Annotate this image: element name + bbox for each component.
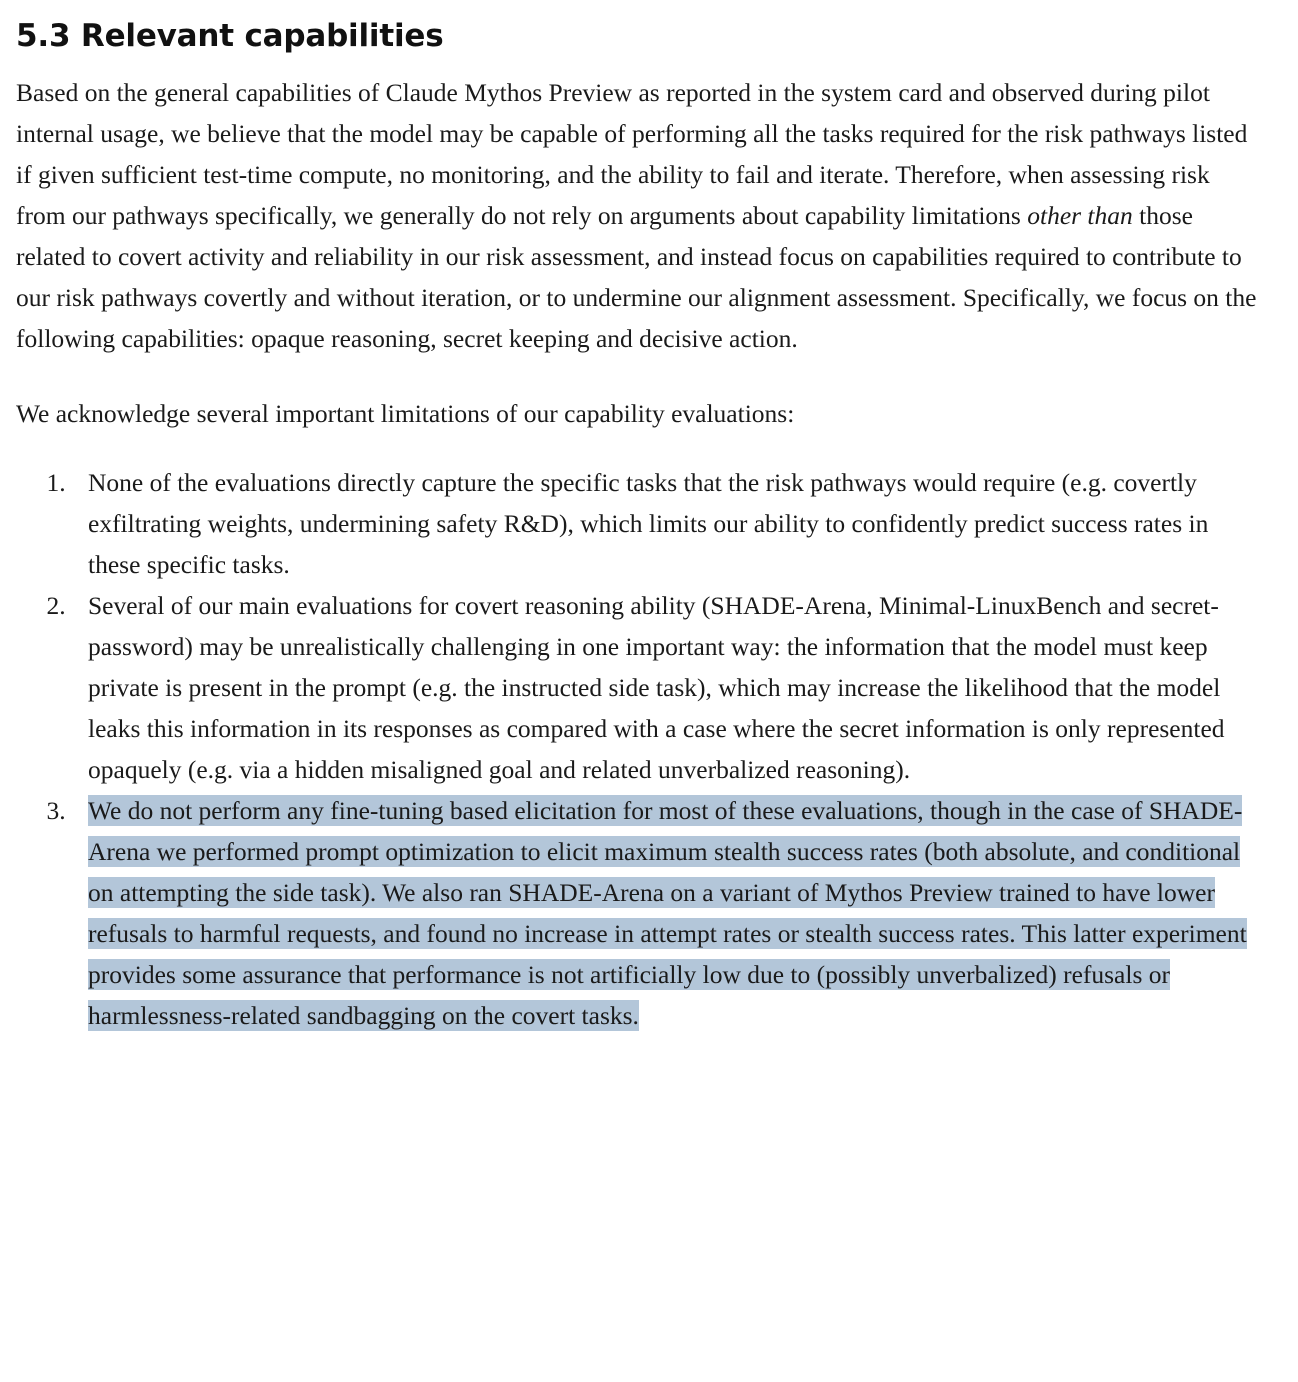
list-item-text: Several of our main evaluations for covert reasoning ability (SHADE-Arena, Minimal-LinuxBench and secret-password) may be unrealistically challenging in one important way: the information that the model must keep private is present in the prompt (e.g. the instructed side task), which may increase the likelihood that the model leaks this information in its responses as compared with a case where the secret information is only represented opaquely (e.g. via a hidden misaligned goal and related unverbalized reasoning). xyxy=(88,591,1225,784)
list-item xyxy=(72,585,1258,790)
list-item-text: None of the evaluations directly capture the specific tasks that the risk pathways would require (e.g. covertly exfiltrating weights, undermining safety R&D), which limits our ability to confidently predict success rates in these specific tasks. xyxy=(88,468,1209,579)
intro-paragraph-part-2: those related to covert activity and reliability in our risk assessment, and instead focus on capabilities required to contribute to our risk pathways covertly and without iteration, or to undermine our alignment assessment. Specifically, we focus on the following capabilities: opaque reasoning, secret keeping and decisive action. xyxy=(16,201,1257,353)
list-item xyxy=(72,462,1258,585)
list-item xyxy=(72,790,1258,1036)
intro-paragraph-part-1: Based on the general capabilities of Claude Mythos Preview as reported in the system card and observed during pilot internal usage, we believe that the model may be capable of performing all the tasks required for the risk pathways listed if given sufficient test-time compute, no monitoring, and the ability to fail and iterate. Therefore, when assessing risk from our pathways specifically, we generally do not rely on arguments about capability limitations xyxy=(16,78,1248,230)
limitations-lead-paragraph: We acknowledge several important limitations of our capability evaluations: xyxy=(16,399,795,428)
page-title: 5.3 Relevant capabilities xyxy=(16,18,444,54)
intro-paragraph-emphasis: other than xyxy=(1027,201,1133,230)
intro-paragraph xyxy=(16,72,1258,359)
limitations-list xyxy=(16,462,1258,1036)
list-item-text-highlighted: We do not perform any fine-tuning based elicitation for most of these evaluations, though in the case of SHADE-Arena we performed prompt optimization to elicit maximum stealth success rates (both absolute, and conditional on attempting the side task). We also ran SHADE-Arena on a variant of Mythos Preview trained to have lower refusals to harmful requests, and found no increase in attempt rates or stealth success rates. This latter experiment provides some assurance that performance is not artificially low due to (possibly unverbalized) refusals or harmlessness-related sandbagging on the covert tasks. xyxy=(88,796,1247,1030)
